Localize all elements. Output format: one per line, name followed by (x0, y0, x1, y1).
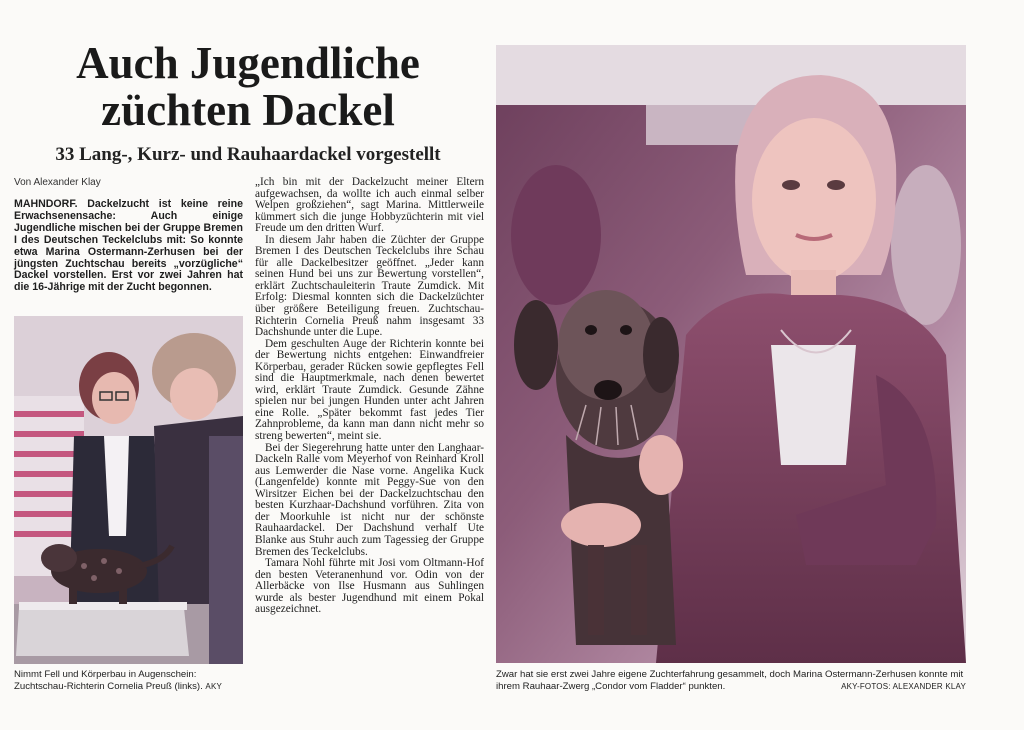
lead-text: MAHNDORF. Dackelzucht ist keine reine Erwachsenensache: Auch einige Jugendliche mischen bei der Gruppe Bremen I des Deutschen Teckelclubs mit: So konnte etwa Marina Ostermann-Zerhusen bei der jüngsten Zuchtschau bereits „vorzügliche“ Dackel vorstellen. Erst vor zwei Jahren hat die 16-Jährige mit der Zucht begonnen. (14, 198, 243, 294)
article-body-column (255, 177, 484, 616)
headline-line-2: züchten Dackel (101, 85, 395, 135)
left-caption-text: Nimmt Fell und Körperbau in Augenschein: Zuchtschau-Richterin Cornelia Preuß (links). (14, 669, 203, 692)
body-paragraph: In diesem Jahr haben die Züchter der Gruppe Bremen I des Deutschen Teckelclubs ihre Schau für alle Dackelbesitzer geöffnet. „Jeder kann seinen Hund bei uns zur Bewertung vorstellen“, erklärt Zuchtschauleiterin Traute Zumdick. Mit Erfolg: Diesmal konnten sich die Dackelzüchter über größere Beteiligung freuen. Zuchtschau-Richterin Cornelia Preuß nahm insgesamt 33 Dachshunde unter die Lupe. (255, 233, 484, 339)
right-photo-caption (496, 669, 966, 693)
photo-girl-illustration (496, 45, 966, 663)
body-paragraph: Bei der Siegerehrung hatte unter den Langhaar-Dackeln Ralle vom Meyerhof von Reinhard Kroll aus Lemwerder die Nase vorne. Angelika Kuck (Langenfelde) konnte mit Peggy-Sue von den Wirsitzer Eichen bei der Dackelzuchtschau den besten Kurzhaar-Dachshund vorführen. Zita von der Moorkuhle ist nicht nur der schönste Rauhaardackel. Der Dachshund verhalf Ute Blanke aus Stuhr auch zum Tagessieg der Gruppe Bremen des Teckelclubs. (255, 441, 484, 558)
byline: Von Alexander Klay (14, 177, 101, 188)
photo-judge-inspecting-dog (14, 316, 243, 664)
subheadline: 33 Lang-, Kurz- und Rauhaardackel vorgestellt (55, 144, 441, 165)
body-paragraph: Dem geschulten Auge der Richterin konnte bei der Bewertung nichts entgehen: Einwandfreier Körperbau, gerader Rücken sowie gepflegtes Fell sind die Hauptmerkmale, nach denen bewertet wird, erklärt Traute Zumdick. Gesunde Zähne spielen nur bei jungen Hunden unter acht Jahren eine Rolle. „Später bekommt fast jedes Tier Zahnprobleme, da kann man dann nicht mehr so streng bewerten“, meint sie. (255, 337, 484, 443)
photo-judge-illustration (14, 316, 243, 664)
body-paragraph: Tamara Nohl führte mit Josi vom Oltmann-Hof den besten Veteranenhund vor. Odin von der Allerbäcke von Ilse Husmann aus Suhlingen wurde als bester Jugendhund mit einem Pokal ausgezeichnet. (255, 557, 484, 616)
left-photo-credit: AKY (205, 682, 223, 691)
photo-girl-with-dachshund (496, 45, 966, 663)
headline (14, 40, 482, 134)
left-photo-caption (14, 669, 246, 693)
right-caption-text: Zwar hat sie erst zwei Jahre eigene Zuchterfahrung gesammelt, doch Marina Ostermann-Zerhusen konnte mit ihrem Rauhaar-Zwerg „Condor vom Fladder“ punkten. (496, 669, 964, 692)
right-photo-credit: AKY-FOTOS: ALEXANDER KLAY (841, 682, 966, 691)
body-paragraph: „Ich bin mit der Dackelzucht meiner Eltern aufgewachsen, da wollte ich auch einmal selber Welpen großziehen“, sagt Marina. Mittlerweile kümmert sich die junge Hobbyzüchterin mit viel Freude um den dritten Wurf. (255, 176, 484, 235)
headline-line-1: Auch Jugendliche (76, 38, 420, 88)
lead-paragraph (14, 199, 243, 294)
